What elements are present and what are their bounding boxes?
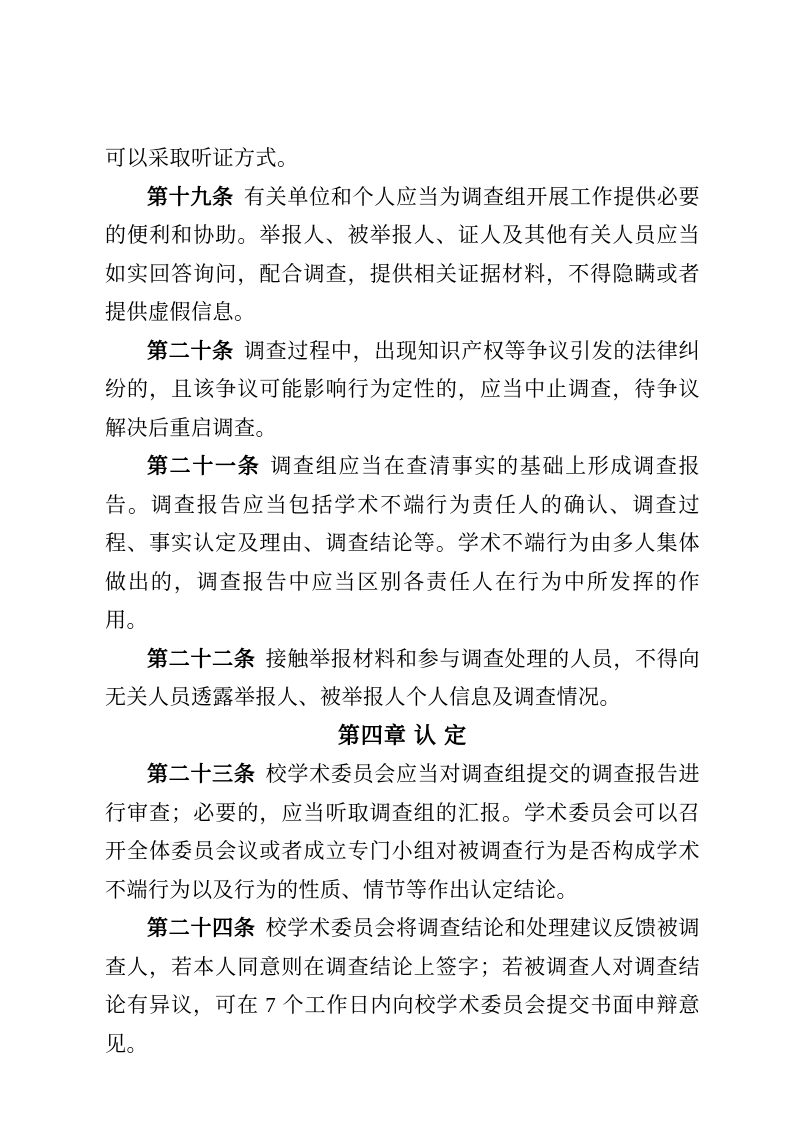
article-text: 校学术委员会将调查结论和处理建议反馈被调查人，若本人同意则在调查结论上签字；若被调查人对调查结论有异议，可在 7 个工作日内向校学术委员会提交书面申辩意见。 <box>105 916 701 1056</box>
article-paragraph <box>105 447 700 640</box>
article-text: 校学术委员会应当对调查组提交的调查报告进行审查；必要的，应当听取调查组的汇报。学术委员会可以召开全体委员会议或者成立专门小组对被调查行为是否构成学术不端行为以及行为的性质、情节等作出认定结论。 <box>105 762 701 902</box>
chapter-heading: 第四章 认 定 <box>337 722 468 748</box>
continuation-paragraph: 可以采取听证方式。 <box>105 146 299 170</box>
article-number: 第二十三条 <box>147 762 256 786</box>
article-paragraph <box>105 909 700 1063</box>
article-number: 第二十二条 <box>147 646 256 671</box>
article-paragraph <box>105 640 700 717</box>
article-paragraph <box>105 332 700 448</box>
article-text: 接触举报材料和参与调查处理的人员，不得向无关人员透露举报人、被举报人个人信息及调查情况。 <box>105 646 701 709</box>
article-text: 有关单位和个人应当为调查组开展工作提供必要的便利和协助。举报人、被举报人、证人及其他有关人员应当如实回答询问，配合调查，提供相关证据材料，不得隐瞒或者提供虚假信息。 <box>105 184 701 324</box>
article-number: 第二十四条 <box>147 916 256 940</box>
article-number: 第二十一条 <box>147 454 261 478</box>
article-text: 调查过程中，出现知识产权等争议引发的法律纠纷的，且该争议可能影响行为定性的，应当中止调查，待争议解决后重启调查。 <box>105 338 701 440</box>
article-paragraph <box>105 755 700 909</box>
article-paragraph <box>105 178 700 332</box>
article-number: 第二十条 <box>147 338 234 363</box>
article-text: 调查组应当在查清事实的基础上形成调查报告。调查报告应当包括学术不端行为责任人的确认、调查过程、事实认定及理由、调查结论等。学术不端行为由多人集体做出的，调查报告中应当区别各责任人在行为中所发挥的作用。 <box>105 454 701 632</box>
document-body <box>105 139 700 1063</box>
article-number: 第十九条 <box>147 184 234 209</box>
